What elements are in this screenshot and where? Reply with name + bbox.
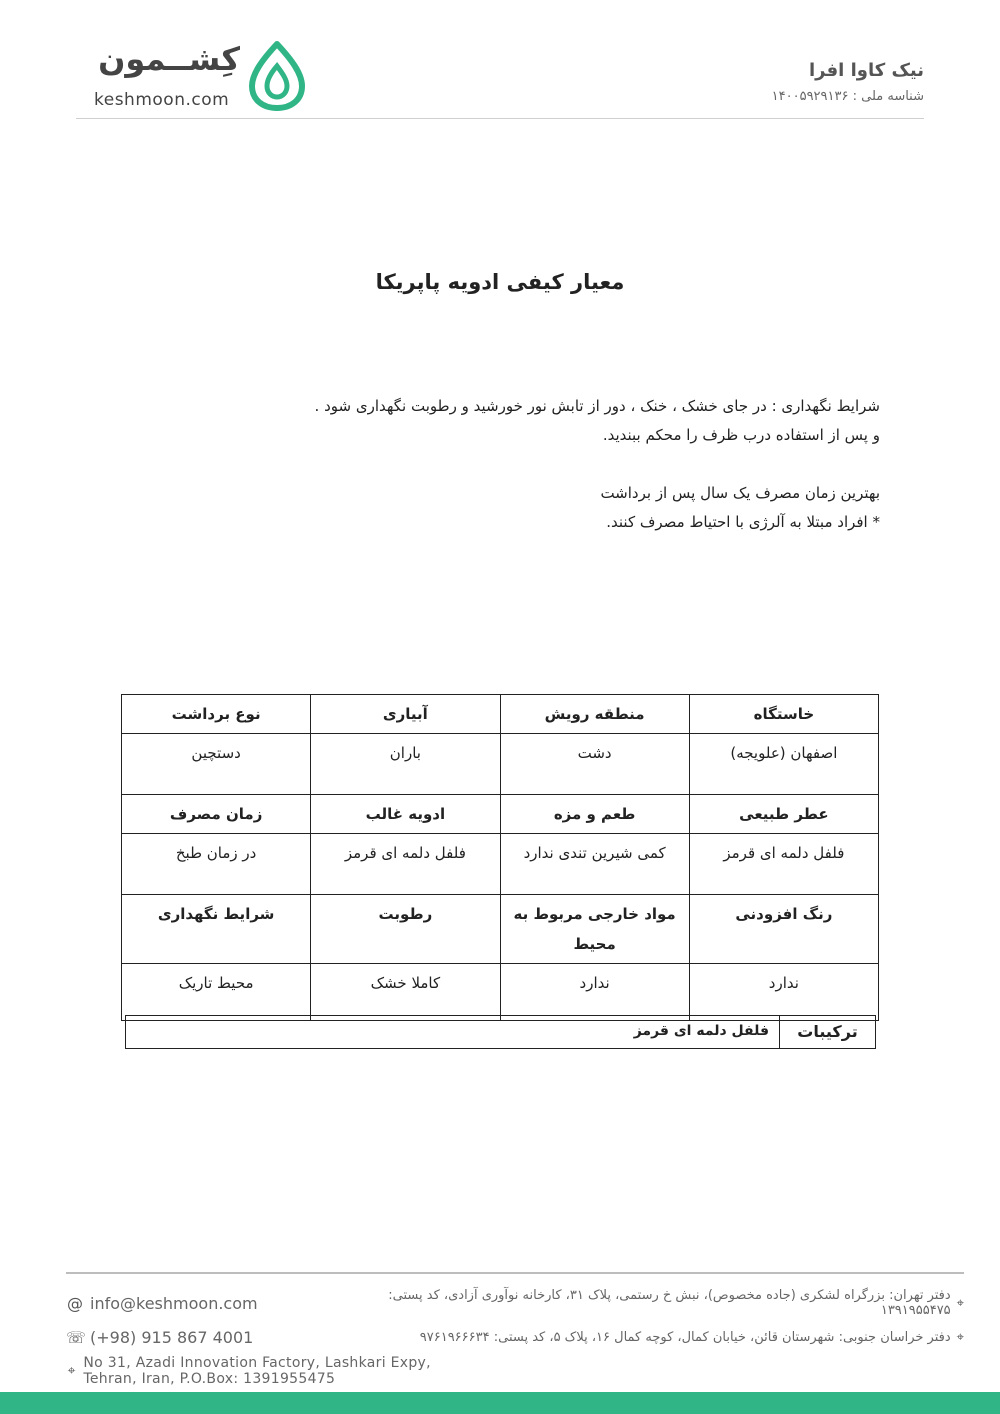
- office-khorasan: دفتر خراسان جنوبی: شهرستان قائن، خیابان کمال، کوچه کمال ۱۶، پلاک ۵، کد پستی: ۹۷۶۱۹۶۶۶۳۴: [419, 1329, 951, 1345]
- cell-harvest-header: نوع برداشت: [122, 695, 311, 734]
- logo-drop-icon: [246, 40, 308, 112]
- cell-harvest-value: دستچین: [122, 734, 311, 795]
- ingredients-row: [125, 1015, 876, 1049]
- header-divider: [76, 118, 924, 119]
- phone-icon: ☏: [66, 1327, 87, 1347]
- cell-aroma-value: فلفل دلمه ای قرمز: [689, 834, 878, 895]
- office-tehran-line: [344, 1286, 964, 1320]
- cell-foreign-matter-header: مواد خارجی مربوط به محیط: [500, 895, 689, 964]
- best-time-line: بهترین زمان مصرف یک سال پس از برداشت: [600, 484, 880, 502]
- cell-origin-value: اصفهان (علویجه): [689, 734, 878, 795]
- cell-irrigation-value: باران: [311, 734, 500, 795]
- footer-address-line: [66, 1354, 466, 1388]
- cell-usage-time-header: زمان مصرف: [122, 795, 311, 834]
- table-row: [122, 964, 879, 1021]
- table-row: [122, 895, 879, 964]
- footer-offices: [344, 1286, 964, 1354]
- cell-taste-header: طعم و مزه: [500, 795, 689, 834]
- logo-wordmark-en: keshmoon.com: [94, 90, 230, 110]
- cell-region-value: دشت: [500, 734, 689, 795]
- cell-taste-value: کمی شیرین تندی ندارد: [500, 834, 689, 895]
- allergy-note: * افراد مبتلا به آلرژی با احتیاط مصرف کنند.: [606, 513, 880, 531]
- keshmoon-logo: [94, 38, 314, 118]
- cell-storage-header: شرایط نگهداری: [122, 895, 311, 964]
- cell-origin-header: خاستگاه: [689, 695, 878, 734]
- document-title: معیار کیفی ادویه پاپریکا: [375, 270, 625, 294]
- cell-irrigation-header: آبیاری: [311, 695, 500, 734]
- company-info: [772, 60, 924, 104]
- office-tehran: دفتر تهران: بزرگراه لشکری (جاده مخصوص)، نبش خ رستمی، پلاک ۳۱، کارخانه نوآوری آزادی، کد پستی: ۱۳۹۱۹۵۵۴۷۵: [388, 1288, 951, 1318]
- cell-foreign-matter-value: ندارد: [500, 964, 689, 1021]
- footer-divider: [66, 1272, 964, 1274]
- cell-dominant-spice-header: ادویه غالب: [311, 795, 500, 834]
- cell-storage-value: محیط تاریک: [122, 964, 311, 1021]
- cell-moisture-value: کاملا خشک: [311, 964, 500, 1021]
- cell-additive-color-header: رنگ افزودنی: [689, 895, 878, 964]
- email-icon: @: [67, 1293, 83, 1313]
- storage-line-1: شرایط نگهداری : در جای خشک ، خنک ، دور از تابش نور خورشید و رطوبت نگهداری شود .: [314, 397, 880, 415]
- cell-region-header: منطقه رویش: [500, 695, 689, 734]
- cell-usage-time-value: در زمان طبخ: [122, 834, 311, 895]
- location-icon: ⌖: [956, 1329, 964, 1345]
- footer-email[interactable]: info@keshmoon.com: [90, 1293, 258, 1313]
- company-name: نیک کاوا افرا: [809, 60, 924, 81]
- location-icon: ⌖: [956, 1295, 964, 1311]
- location-icon: ⌖: [67, 1363, 76, 1379]
- national-id: شناسه ملی : ۱۴۰۰۵۹۲۹۱۳۶: [771, 89, 924, 104]
- quality-spec-table: [121, 694, 879, 1021]
- page-header: [76, 30, 924, 120]
- brand-footer-bar: [0, 1392, 1000, 1414]
- table-row: [122, 695, 879, 734]
- cell-dominant-spice-value: فلفل دلمه ای قرمز: [311, 834, 500, 895]
- cell-additive-color-value: ندارد: [689, 964, 878, 1021]
- storage-line-2: و پس از استفاده درب ظرف را محکم ببندید.: [602, 426, 880, 444]
- cell-aroma-header: عطر طبیعی: [689, 795, 878, 834]
- footer-phone[interactable]: (+98) 915 867 4001: [90, 1327, 254, 1347]
- office-khorasan-line: [344, 1320, 964, 1354]
- table-row: [122, 834, 879, 895]
- storage-instructions: [120, 392, 880, 537]
- ingredients-label: ترکیبات: [779, 1016, 875, 1048]
- ingredients-value: فلفل دلمه ای قرمز: [633, 1023, 769, 1039]
- footer-address-en: No 31, Azadi Innovation Factory, Lashkari Expy, Tehran, Iran, P.O.Box: 1391955475: [83, 1355, 431, 1387]
- table-row: [122, 795, 879, 834]
- logo-wordmark-fa: کِشــمون: [98, 40, 240, 78]
- cell-moisture-header: رطوبت: [311, 895, 500, 964]
- table-row: [122, 734, 879, 795]
